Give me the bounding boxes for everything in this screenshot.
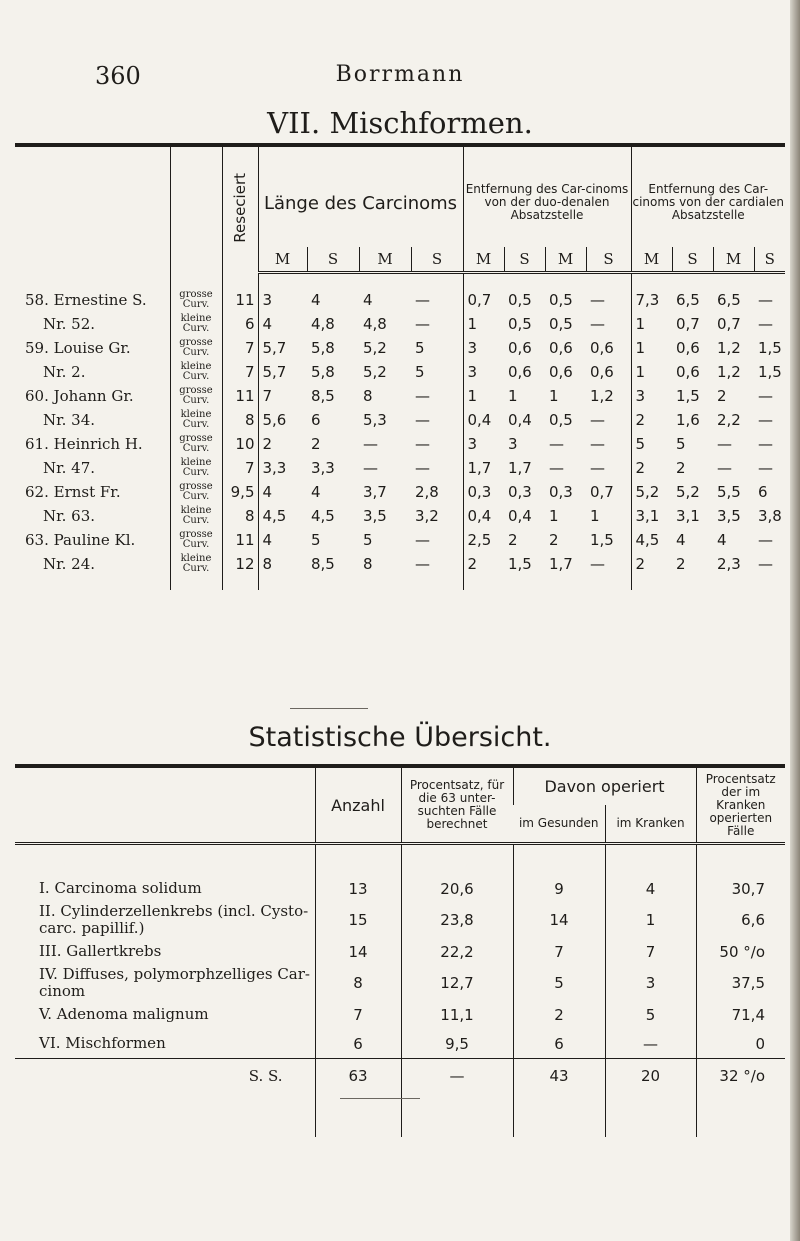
measurement-cell: 6,5 <box>676 291 700 309</box>
category-label: S. S. <box>15 1059 315 1094</box>
curvature-type: grosse Curv. <box>170 384 222 408</box>
measurement-cell: 1,2 <box>717 363 741 381</box>
measurement-cell: 5 <box>415 363 425 381</box>
measurement-cell: 5,3 <box>363 411 387 429</box>
measurement-cell: — <box>758 291 773 309</box>
subheader-s: S <box>411 247 463 273</box>
measurement-cell: 8,5 <box>311 387 335 405</box>
curvature-type: kleine Curv. <box>170 408 222 432</box>
measurement-cell: — <box>758 555 773 573</box>
header-type-cell <box>170 145 222 273</box>
kranken-value: 1 <box>605 903 696 937</box>
measurement-cell: 2 <box>676 555 686 573</box>
measurement-cell: 2 <box>631 552 672 576</box>
measurement-cell: 3 <box>463 336 504 360</box>
anzahl-value: 7 <box>315 1000 401 1029</box>
reseciert-value: 6 <box>222 312 258 336</box>
measurement-cell: 5,2 <box>631 480 672 504</box>
measurement-cell: 0,7 <box>463 288 504 312</box>
measurement-cell: 4 <box>258 528 307 552</box>
header-reseciert <box>222 145 258 273</box>
measurement-cell: 3,5 <box>717 507 741 525</box>
table-row <box>15 336 785 360</box>
stats-header-row <box>15 766 785 805</box>
anzahl-value: 13 <box>315 874 401 903</box>
kranken-value: — <box>605 1029 696 1059</box>
table-row <box>15 432 785 456</box>
table-row <box>15 966 785 1000</box>
measurement-cell: 6,5 <box>717 291 741 309</box>
table-row <box>15 552 785 576</box>
reseciert-value: 8 <box>222 408 258 432</box>
measurement-cell: 5,8 <box>311 363 335 381</box>
anzahl-value: 6 <box>315 1029 401 1059</box>
curvature-type: grosse Curv. <box>170 432 222 456</box>
measurement-cell: 4 <box>717 531 727 549</box>
kranken-value: 4 <box>605 874 696 903</box>
stats-header-category <box>15 766 315 844</box>
curvature-type: kleine Curv. <box>170 456 222 480</box>
measurement-cell: 8,5 <box>311 555 335 573</box>
kranken-value: 20 <box>605 1059 696 1094</box>
measurement-cell: 3,8 <box>758 507 782 525</box>
reseciert-value: 7 <box>222 336 258 360</box>
header-laenge: Länge des Carcinoms <box>258 145 463 247</box>
section-title: VII. Mischformen. <box>267 106 533 140</box>
measurement-cell: 2,2 <box>717 411 741 429</box>
measurement-cell: 1 <box>631 312 672 336</box>
measurement-cell: 5 <box>363 531 373 549</box>
measurement-cell: 0,4 <box>508 411 532 429</box>
reseciert-value: 7 <box>222 456 258 480</box>
reseciert-value: 11 <box>222 288 258 312</box>
category-label: I. Carcinoma solidum <box>39 879 202 897</box>
measurement-cell: 1,7 <box>463 456 504 480</box>
measurement-cell: 0,4 <box>508 507 532 525</box>
measurement-cell: — <box>717 459 732 477</box>
measurement-cell: 4 <box>363 291 373 309</box>
header-duodenal: Entfernung des Car-cinoms von der duo-denalen Absatzstelle <box>463 145 631 247</box>
measurements-table <box>15 143 785 590</box>
patient-name: 61. Heinrich H. <box>25 435 143 453</box>
kranken-value: 3 <box>605 966 696 1000</box>
procent-value: 12,7 <box>401 966 513 1000</box>
measurement-cell: 0,3 <box>463 480 504 504</box>
measurement-cell: 1,5 <box>758 363 782 381</box>
subheader-m: M <box>359 247 411 273</box>
measurement-cell: 1,2 <box>590 387 614 405</box>
measurement-cell: 0,6 <box>508 339 532 357</box>
measurement-cell: — <box>415 387 430 405</box>
measurement-cell: — <box>717 435 732 453</box>
measurement-cell: 1 <box>508 387 518 405</box>
measurement-cell: 1 <box>631 336 672 360</box>
table-row <box>15 360 785 384</box>
table-row <box>15 504 785 528</box>
measurement-cell: 2 <box>463 552 504 576</box>
measurement-cell: 3 <box>463 432 504 456</box>
measurement-cell: 0,7 <box>676 315 700 333</box>
measurement-cell: 3 <box>258 288 307 312</box>
procent-value: 20,6 <box>401 874 513 903</box>
procent-kranken-value: 32 °/o <box>696 1059 785 1094</box>
curvature-type: kleine Curv. <box>170 552 222 576</box>
measurement-cell: 2 <box>631 456 672 480</box>
gesunden-value: 5 <box>513 966 605 1000</box>
measurement-cell: — <box>415 411 430 429</box>
measurement-cell: 2 <box>631 408 672 432</box>
measurement-cell: — <box>758 411 773 429</box>
measurement-cell: — <box>590 435 605 453</box>
table-row <box>15 1029 785 1059</box>
closing-rule <box>340 1098 420 1099</box>
measurement-cell: 1,5 <box>508 555 532 573</box>
measurement-cell: — <box>415 435 430 453</box>
curvature-type: kleine Curv. <box>170 504 222 528</box>
page-number: 360 <box>95 62 141 90</box>
measurement-cell: 3,1 <box>676 507 700 525</box>
procent-kranken-value: 50 °/o <box>696 937 785 966</box>
measurement-cell: 2 <box>508 531 518 549</box>
separator-rule <box>290 708 368 709</box>
statistics-title: Statistische Übersicht. <box>248 722 552 753</box>
measurement-cell: 0,6 <box>549 363 573 381</box>
measurement-cell: 2,3 <box>717 555 741 573</box>
reseciert-value: 10 <box>222 432 258 456</box>
table-row <box>15 288 785 312</box>
subheader-s: S <box>307 247 359 273</box>
measurement-cell: 0,7 <box>590 483 614 501</box>
measurement-cell: 1 <box>631 360 672 384</box>
patient-name: 59. Louise Gr. <box>25 339 131 357</box>
measurement-cell: 0,3 <box>508 483 532 501</box>
measurement-cell: — <box>415 459 430 477</box>
measurement-cell: 4 <box>311 483 321 501</box>
measurement-cell: — <box>415 291 430 309</box>
measurement-cell: 3,2 <box>415 507 439 525</box>
measurement-cell: 2,5 <box>463 528 504 552</box>
measurement-cell: 4 <box>311 291 321 309</box>
patient-name: 58. Ernestine S. <box>25 291 147 309</box>
measurement-cell: 2 <box>311 435 321 453</box>
patient-name: 62. Ernst Fr. <box>25 483 121 501</box>
table-row <box>15 312 785 336</box>
measurement-cell: — <box>590 291 605 309</box>
measurement-cell: 4 <box>258 312 307 336</box>
anzahl-value: 8 <box>315 966 401 1000</box>
reseciert-value: 8 <box>222 504 258 528</box>
table-row <box>15 408 785 432</box>
measurement-cell: — <box>758 459 773 477</box>
measurement-cell: — <box>415 555 430 573</box>
category-label: VI. Mischformen <box>39 1034 166 1052</box>
curvature-type: kleine Curv. <box>170 312 222 336</box>
procent-value: 11,1 <box>401 1000 513 1029</box>
measurement-cell: 3,5 <box>363 507 387 525</box>
measurement-cell: 4,5 <box>258 504 307 528</box>
measurement-cell: 6 <box>311 411 321 429</box>
total-row <box>15 1059 785 1094</box>
procent-value: 9,5 <box>401 1029 513 1059</box>
patient-name: 63. Pauline Kl. <box>25 531 136 549</box>
patient-name: Nr. 34. <box>43 411 96 429</box>
measurement-cell: 5,7 <box>258 360 307 384</box>
measurement-cell: 0,5 <box>508 315 532 333</box>
category-label: III. Gallertkrebs <box>39 942 162 960</box>
measurement-cell: 7,3 <box>631 288 672 312</box>
measurement-cell: 4,5 <box>631 528 672 552</box>
measurement-cell: 1 <box>549 507 559 525</box>
measurement-cell: 5 <box>415 339 425 357</box>
measurement-cell: 4 <box>676 531 686 549</box>
category-label: II. Cylinderzellenkrebs (incl. Cysto-carc. papillif.) <box>39 902 309 937</box>
curvature-type: grosse Curv. <box>170 528 222 552</box>
reseciert-value: 12 <box>222 552 258 576</box>
measurement-cell: — <box>758 387 773 405</box>
measurement-cell: 5,6 <box>258 408 307 432</box>
measurement-cell: 5,2 <box>363 363 387 381</box>
measurement-cell: 0,6 <box>508 363 532 381</box>
subheader-s: S <box>754 247 785 273</box>
procent-value: — <box>401 1059 513 1094</box>
patient-name: Nr. 24. <box>43 555 96 573</box>
measurement-cell: — <box>590 555 605 573</box>
measurement-cell: 0,6 <box>676 339 700 357</box>
patient-name: 60. Johann Gr. <box>25 387 134 405</box>
statistics-table <box>15 764 785 1137</box>
gesunden-value: 43 <box>513 1059 605 1094</box>
curvature-type: grosse Curv. <box>170 288 222 312</box>
measurement-cell: 1,5 <box>676 387 700 405</box>
reseciert-value: 7 <box>222 360 258 384</box>
category-label: IV. Diffuses, polymorphzelliges Car-cinom <box>39 965 310 1000</box>
table-row <box>15 456 785 480</box>
kranken-value: 5 <box>605 1000 696 1029</box>
measurement-cell: 1 <box>463 312 504 336</box>
measurement-cell: 5,5 <box>717 483 741 501</box>
measurement-cell: 0,6 <box>590 363 614 381</box>
measurement-cell: 3,3 <box>258 456 307 480</box>
patient-name: Nr. 47. <box>43 459 96 477</box>
subheader-s: S <box>586 247 631 273</box>
measurement-cell: 1,5 <box>590 531 614 549</box>
measurement-cell: 1,6 <box>676 411 700 429</box>
measurement-cell: 3 <box>631 384 672 408</box>
measurement-cell: 0,3 <box>549 483 573 501</box>
procent-kranken-value: 71,4 <box>696 1000 785 1029</box>
gesunden-value: 14 <box>513 903 605 937</box>
table-row <box>15 384 785 408</box>
stats-header-davon: Davon operiert <box>513 766 696 805</box>
patient-name: Nr. 52. <box>43 315 96 333</box>
measurement-cell: — <box>363 459 378 477</box>
stats-header-procent-kranken: Procentsatz der im Kranken operierten Fälle <box>696 766 785 844</box>
measurement-cell: 7 <box>258 384 307 408</box>
measurement-cell: — <box>415 531 430 549</box>
subheader-m: M <box>258 247 307 273</box>
subheader-m: M <box>631 247 672 273</box>
measurement-cell: 0,4 <box>463 504 504 528</box>
procent-kranken-value: 0 <box>696 1029 785 1059</box>
subheader-m: M <box>463 247 504 273</box>
measurement-cell: 1,7 <box>508 459 532 477</box>
measurement-cell: 8 <box>258 552 307 576</box>
procent-value: 22,2 <box>401 937 513 966</box>
measurement-cell: — <box>590 315 605 333</box>
procent-kranken-value: 30,7 <box>696 874 785 903</box>
measurement-cell: — <box>363 435 378 453</box>
measurement-cell: 5,2 <box>676 483 700 501</box>
procent-kranken-value: 37,5 <box>696 966 785 1000</box>
header-name-cell <box>15 145 170 273</box>
measurement-cell: 1 <box>549 387 559 405</box>
measurement-cell: 4 <box>258 480 307 504</box>
measurement-cell: — <box>758 315 773 333</box>
page-edge-shadow <box>790 0 800 1241</box>
subheader-m: M <box>545 247 586 273</box>
table-row <box>15 903 785 937</box>
stats-header-kranken: im Kranken <box>605 805 696 844</box>
measurement-cell: 3,1 <box>631 504 672 528</box>
measurement-cell: 5,7 <box>258 336 307 360</box>
measurement-cell: 2 <box>258 432 307 456</box>
gesunden-value: 2 <box>513 1000 605 1029</box>
header-cardial: Entfernung des Car-cinoms von der cardialen Absatzstelle <box>631 145 785 247</box>
measurement-cell: 0,6 <box>549 339 573 357</box>
reseciert-label: Reseciert <box>231 172 249 243</box>
measurement-cell: 5 <box>631 432 672 456</box>
measurement-cell: 1,7 <box>549 555 573 573</box>
subheader-s: S <box>672 247 713 273</box>
header-row <box>15 145 785 247</box>
measurement-cell: 8 <box>363 555 373 573</box>
procent-kranken-value: 6,6 <box>696 903 785 937</box>
measurement-cell: 0,7 <box>717 315 741 333</box>
category-label: V. Adenoma malignum <box>39 1005 209 1023</box>
measurement-cell: — <box>549 435 564 453</box>
measurement-cell: 3,3 <box>311 459 335 477</box>
running-head: Borrmann <box>335 62 465 87</box>
anzahl-value: 63 <box>315 1059 401 1094</box>
measurement-cell: 2 <box>717 387 727 405</box>
measurement-cell: 0,5 <box>508 291 532 309</box>
gesunden-value: 7 <box>513 937 605 966</box>
measurement-cell: 0,4 <box>463 408 504 432</box>
stats-header-anzahl: Anzahl <box>315 766 401 844</box>
gesunden-value: 9 <box>513 874 605 903</box>
measurement-cell: — <box>758 435 773 453</box>
table-row <box>15 937 785 966</box>
reseciert-value: 11 <box>222 528 258 552</box>
measurement-cell: 5,8 <box>311 339 335 357</box>
measurement-cell: 0,5 <box>549 411 573 429</box>
measurement-cell: — <box>590 411 605 429</box>
measurement-cell: 3 <box>508 435 518 453</box>
table-row <box>15 480 785 504</box>
table-row <box>15 1000 785 1029</box>
measurement-cell: 1,5 <box>758 339 782 357</box>
kranken-value: 7 <box>605 937 696 966</box>
curvature-type: grosse Curv. <box>170 480 222 504</box>
measurement-cell: 0,6 <box>676 363 700 381</box>
curvature-type: grosse Curv. <box>170 336 222 360</box>
measurement-cell: — <box>415 315 430 333</box>
gesunden-value: 6 <box>513 1029 605 1059</box>
measurement-cell: 2 <box>676 459 686 477</box>
measurement-cell: 1 <box>463 384 504 408</box>
measurement-cell: 0,5 <box>549 315 573 333</box>
measurement-cell: 5 <box>311 531 321 549</box>
measurement-cell: 3,7 <box>363 483 387 501</box>
patient-name: Nr. 63. <box>43 507 96 525</box>
reseciert-value: 9,5 <box>222 480 258 504</box>
anzahl-value: 14 <box>315 937 401 966</box>
procent-value: 23,8 <box>401 903 513 937</box>
measurement-cell: 1 <box>590 507 600 525</box>
measurement-cell: 0,6 <box>590 339 614 357</box>
measurement-cell: 5 <box>676 435 686 453</box>
measurement-cell: 4,8 <box>311 315 335 333</box>
anzahl-value: 15 <box>315 903 401 937</box>
measurement-cell: — <box>590 459 605 477</box>
measurement-cell: 4,8 <box>363 315 387 333</box>
measurement-cell: 1,2 <box>717 339 741 357</box>
reseciert-value: 11 <box>222 384 258 408</box>
measurement-cell: 0,5 <box>549 291 573 309</box>
measurement-cell: 8 <box>363 387 373 405</box>
measurement-cell: 4,5 <box>311 507 335 525</box>
measurement-cell: 6 <box>758 483 768 501</box>
measurement-cell: — <box>549 459 564 477</box>
patient-name: Nr. 2. <box>43 363 86 381</box>
measurement-cell: 2 <box>549 531 559 549</box>
table-row <box>15 528 785 552</box>
stats-header-gesunden: im Gesunden <box>513 805 605 844</box>
stats-header-procent: Procentsatz, für die 63 unter-suchten Fälle berechnet <box>401 766 513 844</box>
subheader-s: S <box>504 247 545 273</box>
measurement-cell: 5,2 <box>363 339 387 357</box>
measurement-cell: — <box>758 531 773 549</box>
measurement-cell: 3 <box>463 360 504 384</box>
table-row <box>15 874 785 903</box>
curvature-type: kleine Curv. <box>170 360 222 384</box>
measurement-cell: 2,8 <box>415 483 439 501</box>
subheader-m: M <box>713 247 754 273</box>
